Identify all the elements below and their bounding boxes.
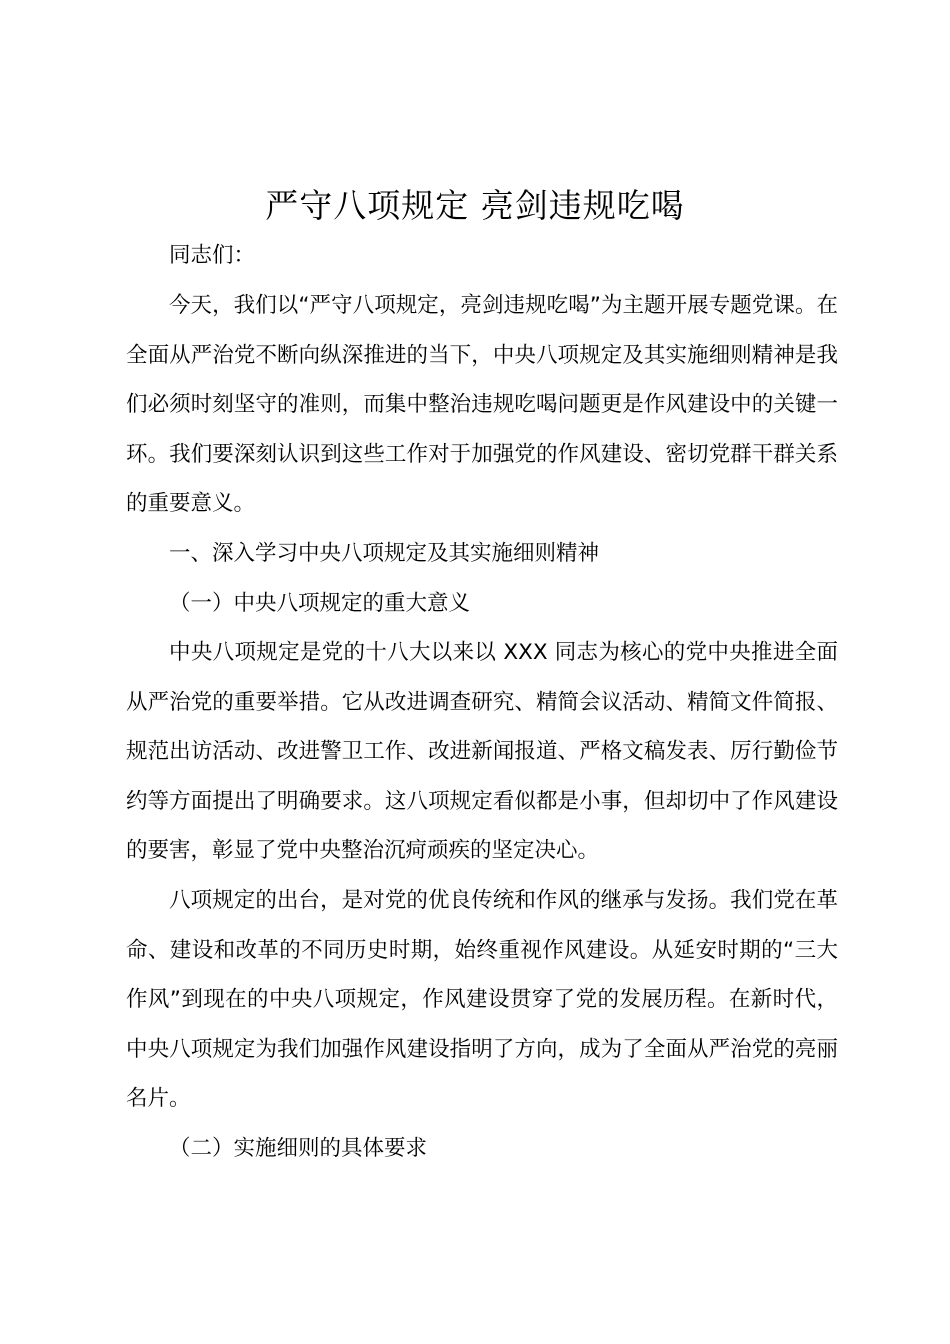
subsection-heading-2: （二）实施细则的具体要求	[169, 1136, 428, 1161]
salutation: 同志们：	[169, 243, 256, 268]
document-title: 严守八项规定 亮剑违规吃喝	[265, 186, 685, 225]
paragraph-significance: 中央八项规定是党的十八大以来以 XXX 同志为核心的党中央推进全面从严治党的重要举措。它从改进调查研究、精简会议活动、精简文件简报、规范出访活动、改进警卫工作、改进新闻报道、严格文稿发表、厉行勤俭节约等方面提出了明确要求。这八项规定看似都是小事，但却切中了作风建设的要害，彰显了党中央整治沉疴顽疾的坚定决心。	[126, 640, 838, 863]
paragraph-intro: 今天，我们以“严守八项规定，亮剑违规吃喝”为主题开展专题党课。在全面从严治党不断向纵深推进的当下，中央八项规定及其实施细则精神是我们必须时刻坚守的准则，而集中整治违规吃喝问题更是作风建设中的关键一环。我们要深刻认识到这些工作对于加强党的作风建设、密切党群干群关系的重要意义。	[126, 293, 838, 516]
subsection-heading-1: （一）中央八项规定的重大意义	[169, 591, 471, 616]
section-heading-1: 一、深入学习中央八项规定及其实施细则精神	[169, 541, 600, 566]
paragraph-tradition: 八项规定的出台，是对党的优良传统和作风的继承与发扬。我们党在革命、建设和改革的不同历史时期，始终重视作风建设。从延安时期的“三大作风”到现在的中央八项规定，作风建设贯穿了党的发展历程。在新时代，中央八项规定为我们加强作风建设指明了方向，成为了全面从严治党的亮丽名片。	[126, 888, 838, 1111]
